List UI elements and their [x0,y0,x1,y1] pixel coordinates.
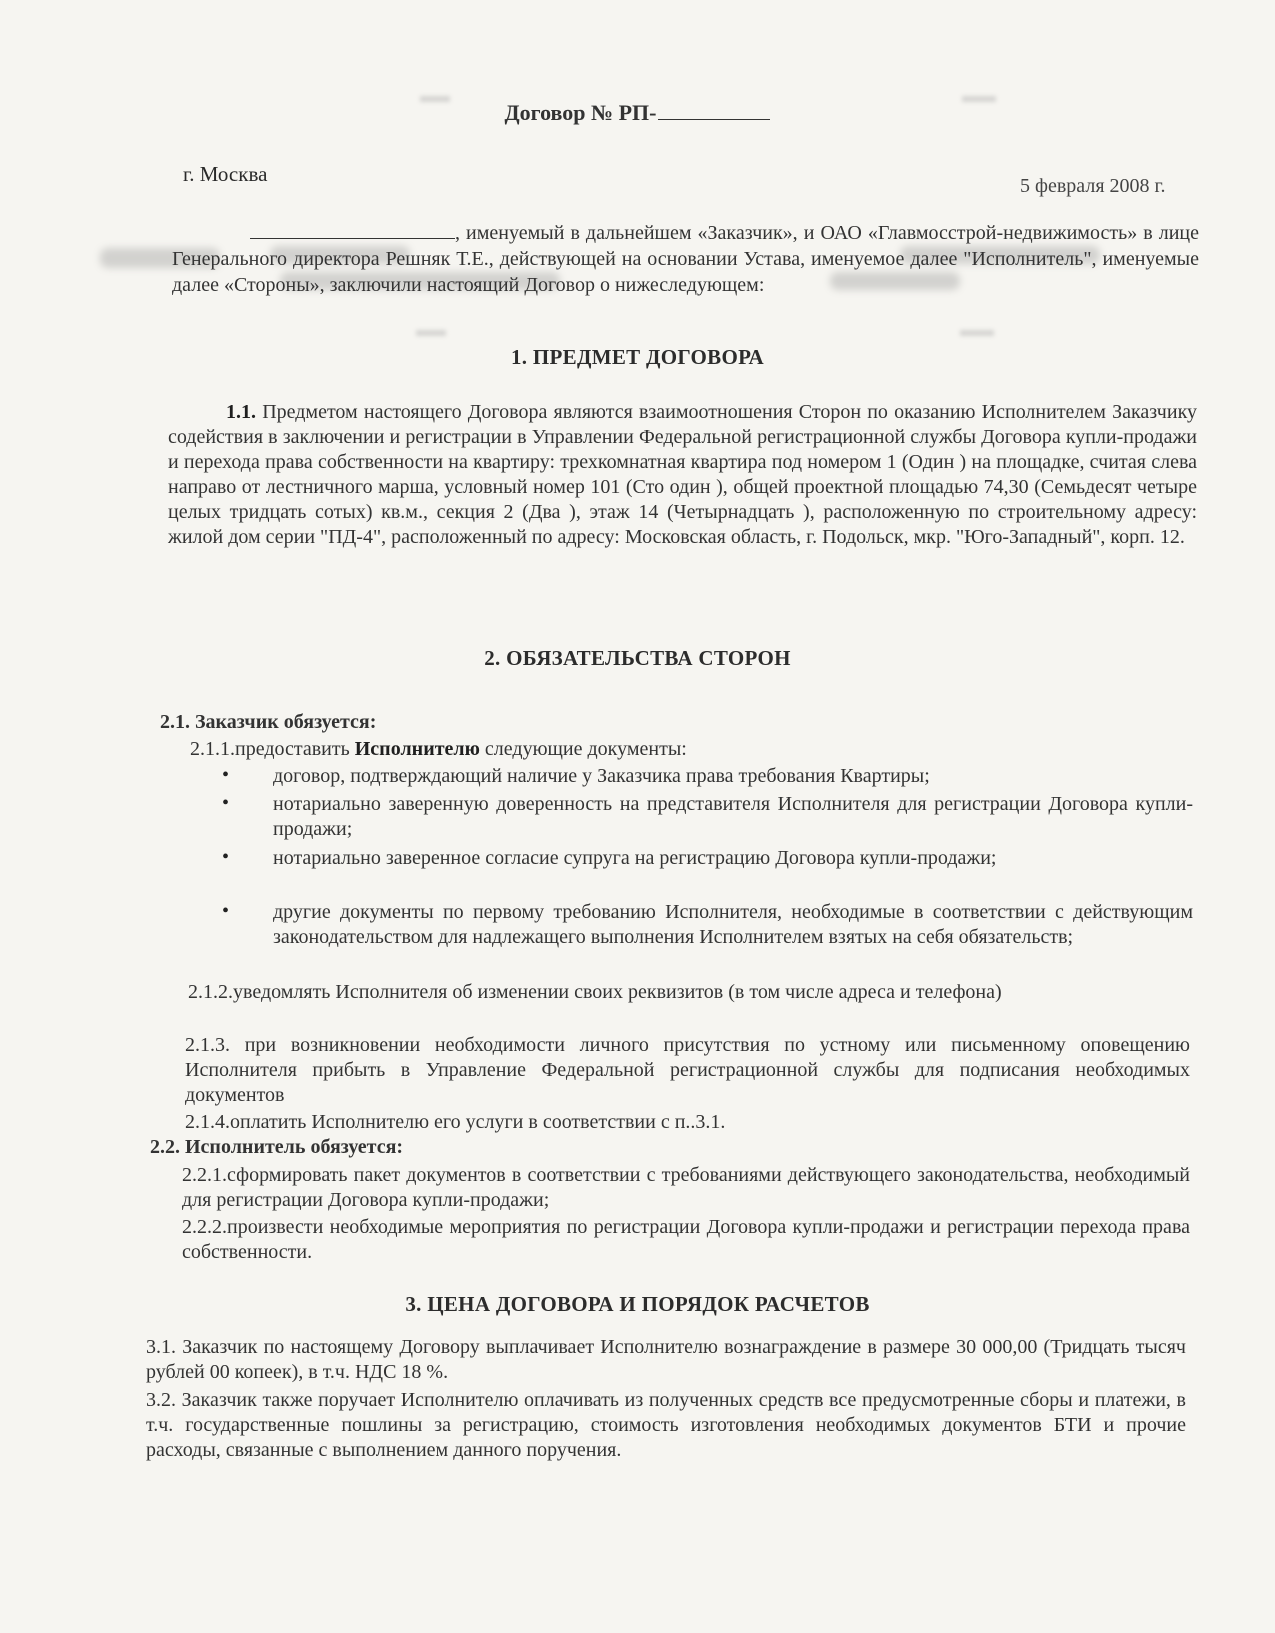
clause-2-1-1-a: 2.1.1.предоставить [190,738,355,760]
clause-2-1-1 [190,737,1090,762]
clause-2-2-1: 2.2.1.сформировать пакет документов в соответствии с требованиями действующего законодательства, необходимый для регистрации Договора купли-продажи; [182,1164,1190,1211]
clause-3-2: 3.2. Заказчик также поручает Исполнителю оплачивать из полученных средств все предусмотренные сборы и платежи, в т.ч. государственные пошлины за регистрацию, стоимость изготовления необходимых документов БТИ и прочие расходы, связанные с выполнением данного поручения. [146,1389,1186,1461]
section-3-heading: 3. ЦЕНА ДОГОВОРА И ПОРЯДОК РАСЧЕТОВ [405,1292,870,1316]
clause-1-1 [168,400,1197,550]
contract-date: 5 февраля 2008 г. [1020,175,1166,197]
scan-mark [416,330,446,336]
customer-name-blank [250,222,455,239]
bullet-item: нотариально заверенное согласие супруга на регистрацию Договора купли-продажи; [273,847,997,869]
bullet-icon: • [222,764,230,786]
clause-2-2: 2.2. Исполнитель обязуется: [150,1136,404,1158]
bullet-icon: • [222,792,230,814]
bullet-icon: • [222,900,230,922]
clause-3-1: 3.1. Заказчик по настоящему Договору выплачивает Исполнителю вознаграждение в размере 30 000,00 (Тридцать тысяч рублей 00 копеек), в т.ч. НДС 18 %. [146,1336,1186,1383]
contract-number-blank [658,101,770,120]
bullet-icon: • [222,846,230,868]
contract-city: г. Москва [183,162,268,186]
clause-2-1: 2.1. Заказчик обязуется: [160,711,377,733]
clause-2-1-1-b: Исполнителю [354,738,480,760]
intro-text: , именуемый в дальнейшем «Заказчик», и ОАО «Главмосстрой-недвижимость» в лице Генерального директора Решняк Т.Е., действующей на основании Устава, именуемое далее "Исполнитель", именуемые далее «Стороны», заключили настоящий Договор о нижеследующем: [172,222,1199,296]
clause-1-1-text: Предметом настоящего Договора являются взаимоотношения Сторон по оказанию Исполнителем Заказчику содействия в заключении и регистрации в Управлении Федеральной регистрационной службы Договора купли-продажи и перехода права собственности на квартиру: трехкомнатная квартира под номером 1 (Один ) на площадке, считая слева направо от лестничного марша, условный номер 101 (Сто один ), общей проектной площадью 74,30 (Семьдесят четыре целых тридцать сотых) кв.м., секция 2 (Два ), этаж 14 (Четырнадцать ), расположенную по строительному адресу: жилой дом серии "ПД-4", расположенный по адресу: Московская область, г. Подольск, мкр. "Юго-Западный", корп. 12. [168,401,1198,548]
section-2-heading: 2. ОБЯЗАТЕЛЬСТВА СТОРОН [484,646,791,670]
contract-title-text: Договор № РП- [504,100,657,125]
bullet-item: договор, подтверждающий наличие у Заказчика права требования Квартиры; [273,765,930,787]
bullet-item: другие документы по первому требованию Исполнителя, необходимые в соответствии с действующим законодательством для надлежащего выполнения Исполнителем взятых на себя обязательств; [273,901,1193,948]
clause-2-1-2: 2.1.2.уведомлять Исполнителя об изменении своих реквизитов (в том числе адреса и телефона) [188,981,1002,1003]
clause-2-1-1-c: следующие документы: [479,738,687,760]
clause-2-1-4: 2.1.4.оплатить Исполнителю его услуги в соответствии с п..3.1. [185,1111,726,1133]
contract-intro [172,220,1199,298]
bullet-item: нотариально заверенную доверенность на представителя Исполнителя для регистрации Договора купли-продажи; [273,793,1193,840]
clause-2-2-2: 2.2.2.произвести необходимые мероприятия по регистрации Договора купли-продажи и регистрации перехода права собственности. [182,1216,1190,1263]
contract-title [0,100,1275,126]
scan-mark [960,330,994,336]
clause-2-1-3: 2.1.3. при возникновении необходимости личного присутствия по устному или письменному оповещению Исполнителя прибыть в Управление Федеральной регистрационной службы для подписания необходимых документов [185,1034,1190,1106]
clause-1-1-number: 1.1. [226,401,256,423]
section-1-heading: 1. ПРЕДМЕТ ДОГОВОРА [510,345,764,369]
